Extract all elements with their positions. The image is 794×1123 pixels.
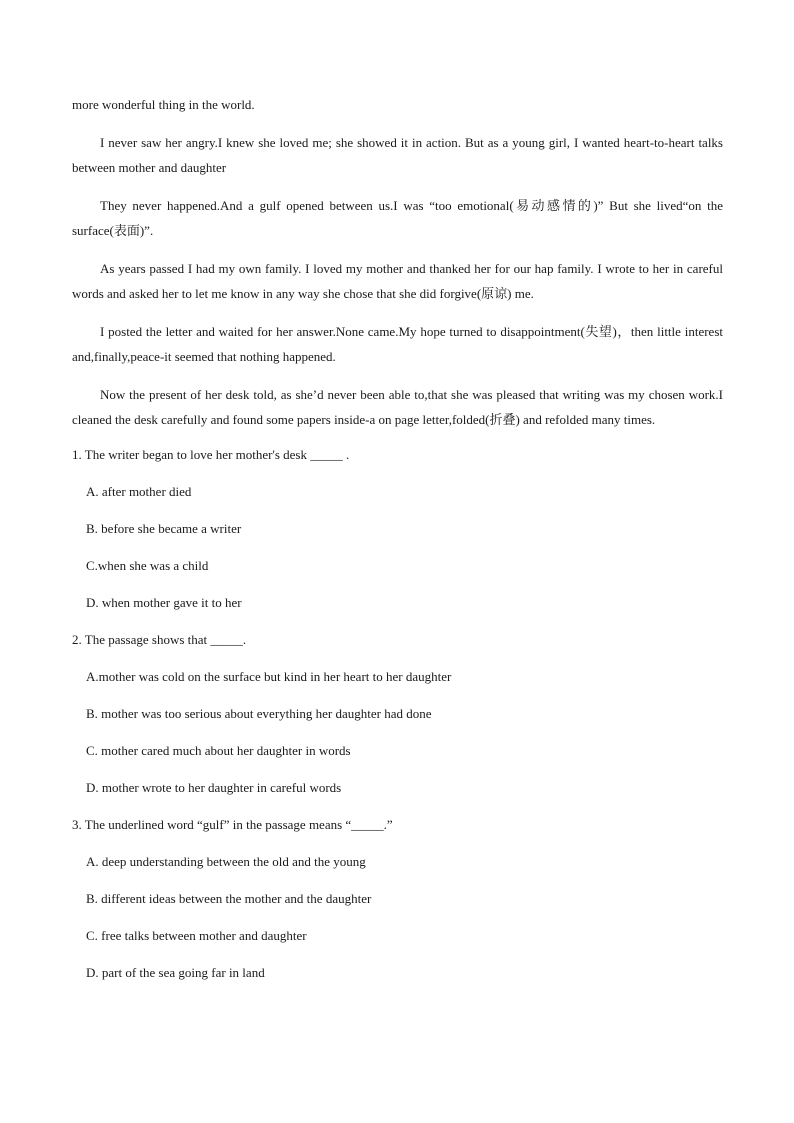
passage-paragraph-5: Now the present of her desk told, as she’d never been able to,that she was pleased that writing was my chosen work.I cleaned the desk carefully and found some papers inside-a on page letter,folded(折叠) and refolded many times. [72,387,723,427]
passage-paragraph-2: They never happened.And a gulf opened between us.I was “too emotional(易动感情的)” But she lived“on the surface(表面)”. [72,198,723,238]
passage-paragraph-0: more wonderful thing in the world. [72,97,255,112]
question-stem: 1. The writer began to love her mother's desk _____ . [72,447,350,462]
passage-paragraph-1: I never saw her angry.I knew she loved me; she showed it in action. But as a young girl, I wanted heart-to-heart talks between mother and daughter [72,135,723,175]
answer-option: C. free talks between mother and daughter [86,928,307,943]
answer-option: B. mother was too serious about everything her daughter had done [86,706,432,721]
answer-option: A. deep understanding between the old and the young [86,854,366,869]
question-1 [72,445,723,613]
answer-option: D. part of the sea going far in land [86,965,265,980]
answer-option: D. mother wrote to her daughter in careful words [86,780,342,795]
answer-option: B. before she became a writer [86,521,242,536]
document-page [72,92,723,1000]
answer-option: A. after mother died [86,484,192,499]
question-2 [72,630,723,798]
answer-option: B. different ideas between the mother and the daughter [86,891,372,906]
question-3 [72,815,723,983]
answer-option: C. mother cared much about her daughter in words [86,743,351,758]
answer-option: A.mother was cold on the surface but kind in her heart to her daughter [86,669,452,684]
passage-paragraph-3: As years passed I had my own family. I loved my mother and thanked her for our hap family. I wrote to her in careful words and asked her to let me know in any way she chose that she did forgive(原谅) me. [72,261,723,301]
answer-option: D. when mother gave it to her [86,595,242,610]
answer-option: C.when she was a child [86,558,209,573]
question-stem: 2. The passage shows that _____. [72,632,247,647]
passage-paragraph-4: I posted the letter and waited for her answer.None came.My hope turned to disappointment(失望)，then little interest and,finally,peace-it seemed that nothing happened. [72,324,723,364]
question-stem: 3. The underlined word “gulf” in the passage means “_____.” [72,817,393,832]
